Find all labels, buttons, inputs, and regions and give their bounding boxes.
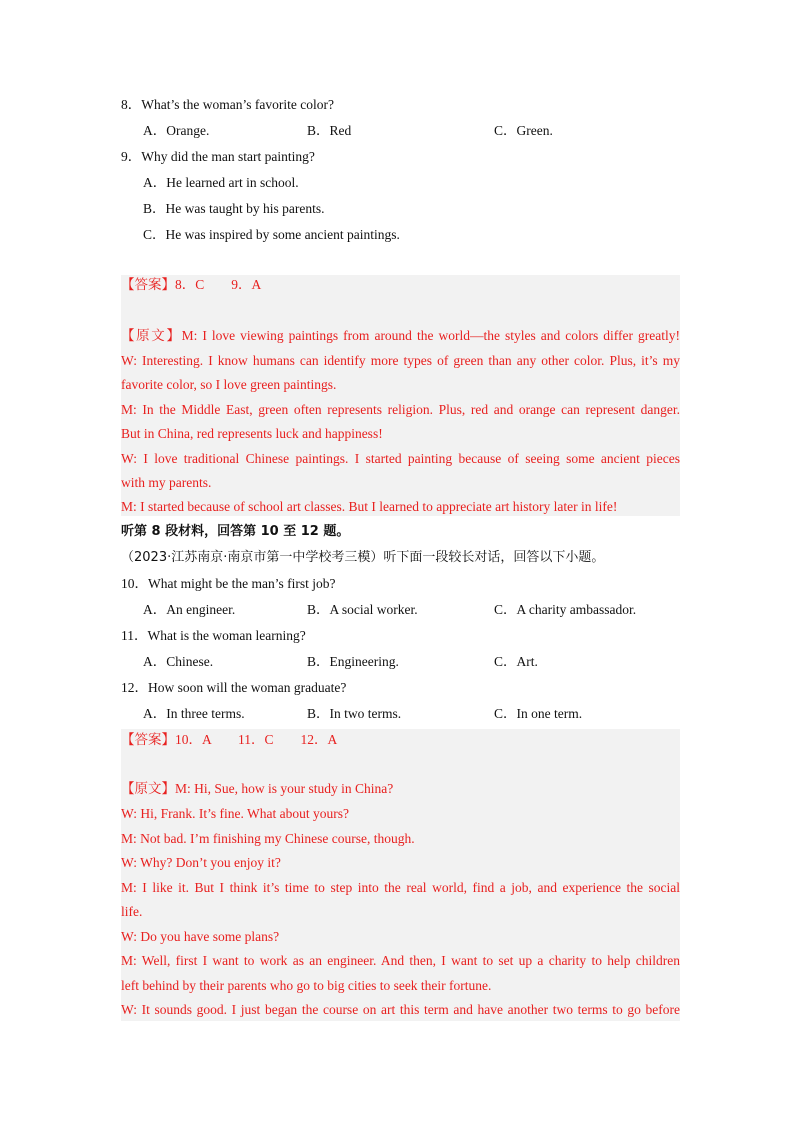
question-9-option-c: C．He was inspired by some ancient paintings. <box>143 227 400 242</box>
transcript-2-line-9: left behind by their parents who go to big cities to seek their fortune. <box>121 978 492 993</box>
transcript-1-line-8: M: I started because of school art classes. But I learned to appreciate art history later in life! <box>121 499 618 514</box>
question-9-option-b: B．He was taught by his parents. <box>143 201 325 216</box>
transcript-2-line-8: M: Well, first I want to work as an engineer. And then, I want to set up a charity to help children <box>121 953 680 968</box>
transcript-2-line-10: W: It sounds good. I just began the course on art this term and have another two terms to go before <box>121 1002 680 1017</box>
question-11-option-b: B．Engineering. <box>307 654 399 669</box>
question-11-stem: 11．What is the woman learning? <box>121 628 306 643</box>
question-9-stem: 9．Why did the man start painting? <box>121 149 315 164</box>
question-8-option-c: C．Green. <box>494 123 553 138</box>
question-11-option-a: A．Chinese. <box>143 654 214 669</box>
question-10-stem: 10．What might be the man’s first job? <box>121 576 336 591</box>
transcript-2-line-5: M: I like it. But I think it’s time to step into the real world, find a job, and experience the social <box>121 880 680 895</box>
transcript-1-line-1: 【原文】M: I love viewing paintings from around the world—the styles and colors differ greatly! <box>121 328 681 343</box>
transcript-label: 【原文】 <box>121 781 175 796</box>
question-8-stem: 8．What’s the woman’s favorite color? <box>121 97 334 112</box>
transcript-2-line-2: W: Hi, Frank. It’s fine. What about yours? <box>121 806 349 821</box>
question-12-option-a: A．In three terms. <box>143 706 245 721</box>
answer-2 <box>121 730 337 750</box>
question-12-option-c: C．In one term. <box>494 706 583 721</box>
source-note: （2023·江苏南京·南京市第一中学校考三模）听下面一段较长对话，回答以下小题。 <box>121 550 605 565</box>
question-8-option-b: B．Red <box>307 123 352 138</box>
question-8-option-a: A．Orange. <box>143 123 210 138</box>
question-12-stem: 12．How soon will the woman graduate? <box>121 680 347 695</box>
transcript-1-line-4: M: In the Middle East, green often represents religion. Plus, red and orange can represent danger. <box>121 402 680 417</box>
question-10-option-b: B．A social worker. <box>307 602 418 617</box>
transcript-1-line-2: W: Interesting. I know humans can identify more types of green than any other color. Plus, it’s my <box>121 353 680 368</box>
section-heading: 听第 8 段材料，回答第 10 至 12 题。 <box>121 524 350 539</box>
transcript-1-line-6: W: I love traditional Chinese paintings. I started painting because of seeing some ancient pieces <box>121 451 680 466</box>
answer-text: 8．C 9．A <box>175 277 262 292</box>
answer-1 <box>121 275 261 295</box>
transcript-2-line-3: M: Not bad. I’m finishing my Chinese course, though. <box>121 831 415 846</box>
transcript-2-line-6: life. <box>121 904 143 919</box>
question-10-option-c: C．A charity ambassador. <box>494 602 637 617</box>
transcript-1-line-5: But in China, red represents luck and happiness! <box>121 426 383 441</box>
answer-text: 10．A 11．C 12．A <box>175 732 338 747</box>
question-12-option-b: B．In two terms. <box>307 706 402 721</box>
transcript-2-line-1: 【原文】M: Hi, Sue, how is your study in China? <box>121 781 394 796</box>
answer-label: 【答案】 <box>121 277 175 292</box>
question-9-option-a: A．He learned art in school. <box>143 175 299 190</box>
transcript-2-line-4: W: Why? Don’t you enjoy it? <box>121 855 281 870</box>
answer-label: 【答案】 <box>121 732 175 747</box>
transcript-1-line-3: favorite color, so I love green paintings. <box>121 377 337 392</box>
question-11-option-c: C．Art. <box>494 654 538 669</box>
transcript-2-line-7: W: Do you have some plans? <box>121 929 280 944</box>
question-10-option-a: A．An engineer. <box>143 602 236 617</box>
transcript-1-line-7: with my parents. <box>121 475 212 490</box>
transcript-label: 【原文】 <box>121 328 182 343</box>
